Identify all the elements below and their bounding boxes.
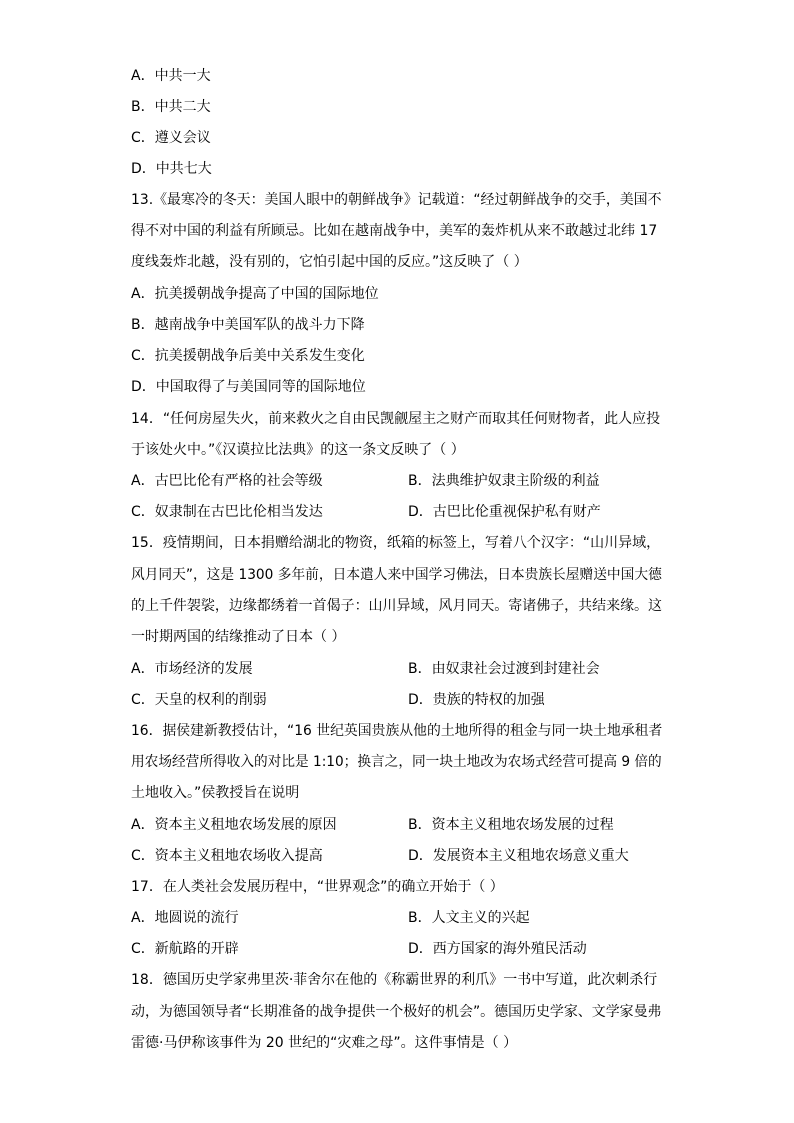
q13-stem-line-2: 得不对中国的利益有所顾忌。比如在越南战争中，美军的轰炸机从来不敢越过北纬 17 (131, 223, 658, 239)
q15-stem-line-1: 15．疫情期间，日本捐赠给湖北的物资，纸箱的标签上，写着八个汉字：“山川异域， (131, 535, 661, 551)
q15-stem-line-2: 风月同天”，这是 1300 多年前，日本遣人来中国学习佛法，日本贵族长屋赠送中国大德 (131, 567, 662, 583)
q15-stem-line-3: 的上千件袈裟，边缘都绣着一首偈子：山川异域，风月同天。寄诸佛子，共结来缘。这 (131, 598, 662, 614)
q13-option-a: A．抗美援朝战争提高了中国的国际地位 (131, 286, 379, 302)
q14-stem-line-2: 于该处火中。”《汉谟拉比法典》的这一条文反映了（ ） (131, 442, 465, 458)
q12-option-a: A．中共一大 (131, 68, 211, 84)
q12-option-c: C．遵义会议 (131, 130, 211, 146)
q18-stem-line-1: 18．德国历史学家弗里茨·菲舍尔在他的《称霸世界的利爪》一书中写道，此次刺杀行 (131, 972, 658, 988)
q13-stem-line-3: 度线轰炸北越，没有别的，它怕引起中国的反应。”这反映了（ ） (131, 254, 528, 270)
q15-option-c: C．天皇的权利的削弱 (131, 692, 267, 708)
q16-option-b: B．资本主义租地农场发展的过程 (408, 817, 614, 833)
q17-option-a: A．地圆说的流行 (131, 910, 239, 926)
q13-stem-line-1: 13.《最寒冷的冬天：美国人眼中的朝鲜战争》记载道：“经过朝鲜战争的交手，美国不 (131, 192, 662, 208)
q13-option-d: D．中国取得了与美国同等的国际地位 (131, 379, 366, 395)
q16-option-c: C．资本主义租地农场收入提高 (131, 848, 323, 864)
q12-option-b: B．中共二大 (131, 99, 211, 115)
q13-option-b: B．越南战争中美国军队的战斗力下降 (131, 317, 365, 333)
q16-stem-line-2: 用农场经营所得收入的对比是 1:10；换言之，同一块土地改为农场式经营可提高 9 倍的 (131, 754, 662, 770)
q16-stem-line-3: 土地收入。”侯教授旨在说明 (131, 785, 300, 801)
q17-option-b: B．人文主义的兴起 (408, 910, 530, 926)
q14-stem-line-1: 14．“任何房屋失火，前来救火之自由民觊觎屋主之财产而取其任何财物者，此人应投 (131, 411, 661, 427)
q17-option-c: C．新航路的开辟 (131, 941, 239, 957)
q15-option-b: B．由奴隶社会过渡到封建社会 (408, 661, 600, 677)
q13-option-c: C．抗美援朝战争后美中关系发生变化 (131, 348, 365, 364)
q17-stem-line-1: 17．在人类社会发展历程中，“世界观念”的确立开始于（ ） (131, 879, 504, 895)
q17-option-d: D．西方国家的海外殖民活动 (408, 941, 587, 957)
q15-stem-line-4: 一时期两国的结缘推动了日本（ ） (131, 629, 346, 645)
q16-option-d: D．发展资本主义租地农场意义重大 (408, 848, 629, 864)
q15-option-a: A．市场经济的发展 (131, 661, 253, 677)
q15-option-d: D．贵族的特权的加强 (408, 692, 545, 708)
q18-stem-line-2: 动，为德国领导者“长期准备的战争提供一个极好的机会”。德国历史学家、文学家曼弗 (131, 1004, 662, 1020)
q16-option-a: A．资本主义租地农场发展的原因 (131, 817, 337, 833)
q14-option-c: C．奴隶制在古巴比伦相当发达 (131, 504, 323, 520)
q14-option-b: B．法典维护奴隶主阶级的利益 (408, 473, 600, 489)
q16-stem-line-1: 16．据侯建新教授估计，“16 世纪英国贵族从他的土地所得的租金与同一块土地承租者 (131, 723, 663, 739)
q12-option-d: D．中共七大 (131, 161, 212, 177)
q18-stem-line-3: 雷德·马伊称该事件为 20 世纪的“灾难之母”。这件事情是（ ） (131, 1035, 518, 1051)
q14-option-a: A．古巴比伦有严格的社会等级 (131, 473, 323, 489)
q14-option-d: D．古巴比伦重视保护私有财产 (408, 504, 601, 520)
